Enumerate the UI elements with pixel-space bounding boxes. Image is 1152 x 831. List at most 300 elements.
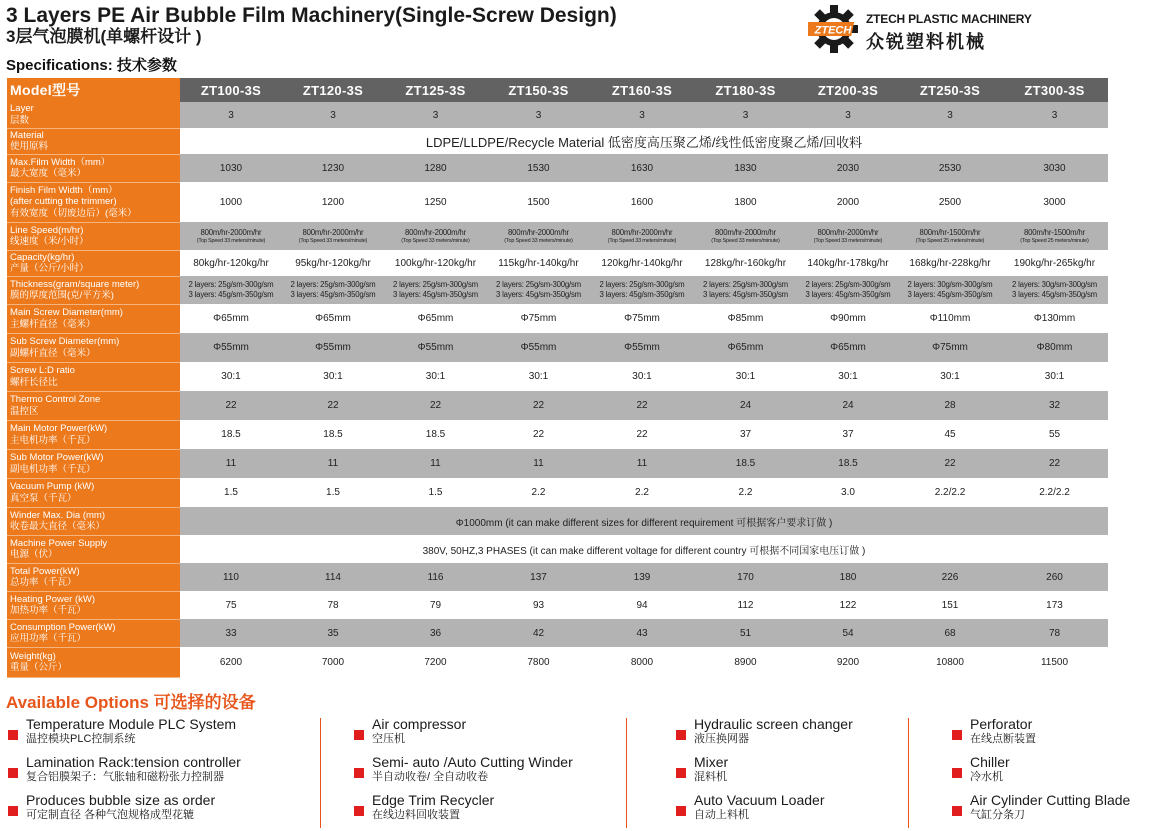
thickness-3-layers: 3 layers: 45g/sm-350g/sm bbox=[290, 290, 376, 299]
bullet-square-icon bbox=[676, 730, 686, 740]
table-cell: 22 bbox=[384, 391, 487, 420]
table-cell bbox=[180, 276, 282, 304]
option-label-en: Perforator bbox=[970, 716, 1033, 732]
table-cell: 1800 bbox=[694, 182, 797, 222]
row-label-en: Thickness(gram/square meter) bbox=[10, 278, 140, 290]
option-label-cn: 复合铝膜架子：气胀轴和磁粉张力控制器 bbox=[26, 771, 224, 783]
row-label-en: Material bbox=[10, 129, 44, 141]
table-cell: 42 bbox=[487, 619, 590, 647]
table-cell: 54 bbox=[797, 619, 899, 647]
top-speed-note: (Top Speed 33 meters/minute) bbox=[813, 237, 883, 244]
table-cell: Φ65mm bbox=[180, 304, 282, 333]
model-header-zt125-3s: ZT125-3S bbox=[384, 78, 487, 102]
options-column-4 bbox=[950, 716, 1130, 830]
table-cell: 7800 bbox=[487, 647, 590, 677]
table-cell bbox=[694, 222, 797, 250]
thickness-2-layers: 2 layers: 30g/sm-300g/sm bbox=[1012, 280, 1097, 289]
table-cell: Φ65mm bbox=[282, 304, 384, 333]
option-label-en: Edge Trim Recycler bbox=[372, 792, 495, 808]
option-label-en: Hydraulic screen changer bbox=[694, 716, 853, 732]
table-cell: Φ65mm bbox=[797, 333, 899, 362]
table-cell: 11 bbox=[384, 449, 487, 478]
table-cell: 1000 bbox=[180, 182, 282, 222]
option-label-cn: 冷水机 bbox=[970, 771, 1003, 783]
row-label bbox=[7, 420, 180, 449]
table-cell: 22 bbox=[1001, 449, 1108, 478]
option-label-en: Chiller bbox=[970, 754, 1010, 770]
table-row bbox=[7, 563, 1108, 591]
row-label-en: Sub Motor Power(kW) bbox=[10, 452, 104, 463]
row-label-cn: 膜的厚度范围(克/平方米) bbox=[10, 290, 114, 301]
table-cell: 1530 bbox=[487, 154, 590, 182]
row-label-cn: 温控区 bbox=[10, 405, 39, 417]
option-item bbox=[352, 792, 573, 830]
row-span-value: LDPE/LLDPE/Recycle Material 低密度高压聚乙烯/线性低密度聚乙烯/回收料 bbox=[180, 128, 1108, 154]
row-label bbox=[7, 449, 180, 478]
row-label bbox=[7, 276, 180, 304]
row-label bbox=[7, 535, 180, 563]
row-label-en: Machine Power Supply bbox=[10, 537, 108, 549]
table-cell: 22 bbox=[180, 391, 282, 420]
speed-range: 800m/hr-1500m/hr bbox=[919, 227, 981, 237]
table-cell: 30:1 bbox=[384, 362, 487, 391]
page-header bbox=[6, 4, 766, 54]
table-cell: 2.2/2.2 bbox=[1001, 478, 1108, 507]
row-label-cn: 使用原料 bbox=[10, 141, 49, 152]
table-cell: Φ65mm bbox=[384, 304, 487, 333]
table-cell bbox=[899, 222, 1001, 250]
row-label-cn: 主电机功率（千瓦） bbox=[10, 434, 96, 446]
table-cell: 80kg/hr-120kg/hr bbox=[180, 250, 282, 276]
table-row bbox=[7, 391, 1108, 420]
table-cell: 2.2 bbox=[487, 478, 590, 507]
table-cell: 3 bbox=[694, 102, 797, 128]
table-cell: 30:1 bbox=[694, 362, 797, 391]
table-row bbox=[7, 619, 1108, 647]
model-column-header: Model型号 bbox=[7, 78, 180, 102]
table-cell: 1600 bbox=[590, 182, 694, 222]
row-label-cn: 最大宽度（毫米） bbox=[10, 168, 87, 179]
page-subtitle: 3层气泡膜机(单螺杆设计 ) bbox=[6, 27, 202, 46]
table-cell: Φ55mm bbox=[282, 333, 384, 362]
table-cell bbox=[797, 276, 899, 304]
row-label-cn: 总功率（千瓦） bbox=[10, 577, 77, 588]
row-label-en: Consumption Power(kW) bbox=[10, 621, 116, 633]
table-cell: 11 bbox=[487, 449, 590, 478]
row-label bbox=[7, 478, 180, 507]
table-cell: 151 bbox=[899, 591, 1001, 619]
row-label-en-sub: (after cutting the trimmer) bbox=[10, 196, 117, 208]
table-cell: 170 bbox=[694, 563, 797, 591]
table-cell: 11 bbox=[590, 449, 694, 478]
bullet-square-icon bbox=[354, 730, 364, 740]
top-speed-note: (Top Speed 33 meters/minute) bbox=[711, 237, 780, 244]
row-label-cn: 有效宽度（切废边后）(毫米） bbox=[10, 207, 137, 219]
table-cell: 1250 bbox=[384, 182, 487, 222]
table-cell: 1630 bbox=[590, 154, 694, 182]
table-cell: 7200 bbox=[384, 647, 487, 677]
table-cell bbox=[487, 276, 590, 304]
table-cell: 30:1 bbox=[590, 362, 694, 391]
table-cell: 190kg/hr-265kg/hr bbox=[1001, 250, 1108, 276]
model-header-zt180-3s: ZT180-3S bbox=[694, 78, 797, 102]
thickness-3-layers: 3 layers: 45g/sm-350g/sm bbox=[188, 290, 274, 299]
table-cell: 22 bbox=[282, 391, 384, 420]
row-label-en: Heating Power (kW) bbox=[10, 593, 95, 605]
thickness-3-layers: 3 layers: 45g/sm-350g/sm bbox=[907, 290, 993, 299]
table-cell: 95kg/hr-120kg/hr bbox=[282, 250, 384, 276]
option-label-en: Mixer bbox=[694, 754, 729, 770]
table-row bbox=[7, 362, 1108, 391]
option-item bbox=[674, 792, 853, 830]
row-label-en: Line Speed(m/hr) bbox=[10, 224, 84, 236]
row-label bbox=[7, 304, 180, 333]
row-label-en: Main Screw Diameter(mm) bbox=[10, 307, 123, 318]
table-cell: 37 bbox=[797, 420, 899, 449]
table-cell: 18.5 bbox=[180, 420, 282, 449]
table-cell: 11 bbox=[282, 449, 384, 478]
row-label-cn: 副电机功率（千瓦） bbox=[10, 463, 96, 475]
bullet-square-icon bbox=[8, 806, 18, 816]
table-cell: 2530 bbox=[899, 154, 1001, 182]
options-heading: Available Options 可选择的设备 bbox=[6, 693, 256, 712]
option-label-cn: 气缸分条刀 bbox=[970, 809, 1025, 821]
row-label-cn: 主螺杆直径（毫米） bbox=[10, 318, 96, 330]
table-cell: Φ55mm bbox=[384, 333, 487, 362]
table-cell: 3 bbox=[797, 102, 899, 128]
table-cell bbox=[180, 222, 282, 250]
table-cell: 139 bbox=[590, 563, 694, 591]
row-label bbox=[7, 154, 180, 182]
table-cell: Φ130mm bbox=[1001, 304, 1108, 333]
table-cell: 10800 bbox=[899, 647, 1001, 677]
table-cell: 180 bbox=[797, 563, 899, 591]
row-label bbox=[7, 591, 180, 619]
table-cell: Φ110mm bbox=[899, 304, 1001, 333]
table-cell: 78 bbox=[282, 591, 384, 619]
table-row bbox=[7, 250, 1108, 276]
speed-range: 800m/hr-2000m/hr bbox=[715, 227, 776, 237]
row-label-cn: 加热功率（千瓦） bbox=[10, 605, 87, 616]
table-row bbox=[7, 478, 1108, 507]
row-label-en: Thermo Control Zone bbox=[10, 394, 101, 405]
table-cell: 30:1 bbox=[899, 362, 1001, 391]
option-item bbox=[6, 792, 241, 830]
table-row bbox=[7, 222, 1108, 250]
bullet-square-icon bbox=[676, 806, 686, 816]
page-title: 3 Layers PE Air Bubble Film Machinery(Single-Screw Design) bbox=[6, 4, 617, 27]
option-label-en: Air compressor bbox=[372, 716, 467, 732]
thickness-2-layers: 2 layers: 25g/sm-300g/sm bbox=[188, 280, 274, 289]
table-cell: Φ75mm bbox=[590, 304, 694, 333]
table-cell: 22 bbox=[590, 420, 694, 449]
row-label bbox=[7, 333, 180, 362]
row-label bbox=[7, 102, 180, 128]
speed-range: 800m/hr-1500m/hr bbox=[1024, 227, 1085, 237]
table-cell: 11500 bbox=[1001, 647, 1108, 677]
row-label-cn: 产量（公斤/小时） bbox=[10, 263, 89, 274]
table-cell: 24 bbox=[797, 391, 899, 420]
table-row bbox=[7, 535, 1108, 563]
table-cell: 22 bbox=[899, 449, 1001, 478]
option-item bbox=[352, 754, 573, 792]
option-item bbox=[6, 754, 241, 792]
table-cell: 3.0 bbox=[797, 478, 899, 507]
table-cell: 22 bbox=[590, 391, 694, 420]
table-cell: 110 bbox=[180, 563, 282, 591]
table-cell: 1.5 bbox=[282, 478, 384, 507]
table-cell: Φ75mm bbox=[899, 333, 1001, 362]
options-column-3 bbox=[674, 716, 853, 830]
row-span-value: Φ1000mm (it can make different sizes for different requirement 可根据客户要求订做 ) bbox=[180, 507, 1108, 535]
table-row bbox=[7, 154, 1108, 182]
top-speed-note: (Top Speed 33 meters/minute) bbox=[504, 237, 573, 244]
table-cell: 18.5 bbox=[282, 420, 384, 449]
logo-text-en: ZTECH PLASTIC MACHINERY bbox=[866, 12, 1032, 26]
table-cell: 32 bbox=[1001, 391, 1108, 420]
option-label-en: Temperature Module PLC System bbox=[26, 716, 237, 732]
table-cell: Φ80mm bbox=[1001, 333, 1108, 362]
option-label-cn: 混料机 bbox=[694, 771, 727, 783]
table-cell: 2500 bbox=[899, 182, 1001, 222]
thickness-2-layers: 2 layers: 25g/sm-300g/sm bbox=[496, 280, 581, 289]
thickness-2-layers: 2 layers: 30g/sm-300g/sm bbox=[907, 280, 993, 289]
table-cell: 78 bbox=[1001, 619, 1108, 647]
table-cell: Φ65mm bbox=[694, 333, 797, 362]
table-row bbox=[7, 647, 1108, 677]
speed-range: 800m/hr-2000m/hr bbox=[200, 227, 262, 237]
option-label-en: Produces bubble size as order bbox=[26, 792, 216, 808]
bullet-square-icon bbox=[952, 806, 962, 816]
table-cell: 3030 bbox=[1001, 154, 1108, 182]
option-label-cn: 液压换网器 bbox=[694, 733, 749, 745]
table-cell bbox=[590, 276, 694, 304]
row-label bbox=[7, 222, 180, 250]
table-cell bbox=[694, 276, 797, 304]
model-header-zt200-3s: ZT200-3S bbox=[797, 78, 899, 102]
table-cell: 79 bbox=[384, 591, 487, 619]
table-cell: 2.2/2.2 bbox=[899, 478, 1001, 507]
model-header-zt100-3s: ZT100-3S bbox=[180, 78, 282, 102]
table-cell bbox=[1001, 276, 1108, 304]
thickness-2-layers: 2 layers: 25g/sm-300g/sm bbox=[599, 280, 685, 289]
table-cell: 3 bbox=[384, 102, 487, 128]
option-label-cn: 空压机 bbox=[372, 733, 405, 745]
table-cell: 226 bbox=[899, 563, 1001, 591]
row-label-cn: 电源（伏） bbox=[10, 549, 58, 560]
option-label-cn: 可定制直径 各种气泡规格成型花辘 bbox=[26, 809, 195, 821]
specifications-table bbox=[7, 78, 1108, 678]
table-cell: 3 bbox=[590, 102, 694, 128]
table-cell bbox=[797, 222, 899, 250]
table-cell: 120kg/hr-140kg/hr bbox=[590, 250, 694, 276]
top-speed-note: (Top Speed 25 meters/minute) bbox=[1020, 237, 1089, 244]
company-logo bbox=[808, 4, 1048, 54]
thickness-2-layers: 2 layers: 25g/sm-300g/sm bbox=[805, 280, 891, 289]
option-label-en: Lamination Rack:tension controller bbox=[26, 754, 241, 770]
thickness-3-layers: 3 layers: 45g/sm-350g/sm bbox=[703, 290, 788, 299]
row-label bbox=[7, 647, 180, 677]
model-header-zt250-3s: ZT250-3S bbox=[899, 78, 1001, 102]
table-cell: 30:1 bbox=[797, 362, 899, 391]
specifications-heading: Specifications: 技术参数 bbox=[6, 57, 177, 74]
table-cell: 28 bbox=[899, 391, 1001, 420]
bullet-square-icon bbox=[952, 768, 962, 778]
speed-range: 800m/hr-2000m/hr bbox=[611, 227, 673, 237]
table-cell: 3 bbox=[180, 102, 282, 128]
model-header-zt120-3s: ZT120-3S bbox=[282, 78, 384, 102]
row-label-en: Layer bbox=[10, 103, 34, 115]
options-divider bbox=[908, 718, 909, 828]
row-label bbox=[7, 391, 180, 420]
table-cell: 1280 bbox=[384, 154, 487, 182]
option-label-cn: 在线边料回收装置 bbox=[372, 809, 460, 821]
top-speed-note: (Top Speed 33 meters/minute) bbox=[298, 237, 368, 244]
row-label-cn: 应用功率（千瓦） bbox=[10, 633, 87, 644]
options-column-2 bbox=[352, 716, 573, 830]
speed-range: 800m/hr-2000m/hr bbox=[508, 227, 569, 237]
table-cell: 1830 bbox=[694, 154, 797, 182]
row-label bbox=[7, 250, 180, 276]
options-divider bbox=[320, 718, 321, 828]
table-cell: 128kg/hr-160kg/hr bbox=[694, 250, 797, 276]
table-cell: 114 bbox=[282, 563, 384, 591]
table-cell: 9200 bbox=[797, 647, 899, 677]
thickness-2-layers: 2 layers: 25g/sm-300g/sm bbox=[290, 280, 376, 289]
row-label-en: Finish Film Width（mm） bbox=[10, 184, 118, 196]
row-label bbox=[7, 563, 180, 591]
row-label-en: Max.Film Width（mm） bbox=[10, 156, 111, 168]
option-item bbox=[950, 716, 1130, 754]
table-cell: 173 bbox=[1001, 591, 1108, 619]
table-row bbox=[7, 276, 1108, 304]
option-label-en: Air Cylinder Cutting Blade bbox=[970, 792, 1131, 808]
table-row bbox=[7, 102, 1108, 128]
table-cell: 2.2 bbox=[694, 478, 797, 507]
table-cell bbox=[899, 276, 1001, 304]
table-cell bbox=[590, 222, 694, 250]
top-speed-note: (Top Speed 33 meters/minute) bbox=[607, 237, 677, 244]
table-cell: 8000 bbox=[590, 647, 694, 677]
row-label-cn: 螺杆长径比 bbox=[10, 376, 58, 388]
table-cell: 93 bbox=[487, 591, 590, 619]
option-label-cn: 温控模块PLC控制系统 bbox=[26, 733, 136, 745]
options-divider bbox=[626, 718, 627, 828]
table-cell: Φ55mm bbox=[180, 333, 282, 362]
table-cell: 2.2 bbox=[590, 478, 694, 507]
table-cell: 68 bbox=[899, 619, 1001, 647]
table-cell: Φ90mm bbox=[797, 304, 899, 333]
option-label-en: Auto Vacuum Loader bbox=[694, 792, 825, 808]
table-row bbox=[7, 591, 1108, 619]
options-column-1 bbox=[6, 716, 241, 830]
row-label-en: Winder Max. Dia (mm) bbox=[10, 509, 106, 521]
table-row bbox=[7, 182, 1108, 222]
row-label bbox=[7, 128, 180, 154]
row-label bbox=[7, 507, 180, 535]
table-header-row bbox=[7, 78, 1108, 102]
table-cell: 18.5 bbox=[797, 449, 899, 478]
speed-range: 800m/hr-2000m/hr bbox=[817, 227, 879, 237]
row-label-cn: 收卷最大直径（毫米） bbox=[10, 521, 106, 532]
table-cell: 30:1 bbox=[487, 362, 590, 391]
logo-mark: ZTECH bbox=[814, 24, 852, 37]
row-label bbox=[7, 619, 180, 647]
table-cell: 55 bbox=[1001, 420, 1108, 449]
table-cell: 8900 bbox=[694, 647, 797, 677]
option-item bbox=[950, 754, 1130, 792]
option-item bbox=[352, 716, 573, 754]
table-cell: 1500 bbox=[487, 182, 590, 222]
table-row bbox=[7, 304, 1108, 333]
table-cell: 30:1 bbox=[282, 362, 384, 391]
model-header-zt300-3s: ZT300-3S bbox=[1001, 78, 1108, 102]
table-cell: 137 bbox=[487, 563, 590, 591]
table-cell bbox=[384, 222, 487, 250]
row-span-value: 380V, 50HZ,3 PHASES (it can make different voltage for different country 可根据不同国家电压订做 ) bbox=[180, 535, 1108, 563]
bullet-square-icon bbox=[8, 768, 18, 778]
table-cell: 2000 bbox=[797, 182, 899, 222]
thickness-3-layers: 3 layers: 45g/sm-350g/sm bbox=[393, 290, 478, 299]
table-cell: Φ55mm bbox=[487, 333, 590, 362]
table-cell: 22 bbox=[487, 391, 590, 420]
table-cell: 260 bbox=[1001, 563, 1108, 591]
table-cell: 37 bbox=[694, 420, 797, 449]
table-cell: 33 bbox=[180, 619, 282, 647]
table-cell: 43 bbox=[590, 619, 694, 647]
row-label-cn: 副螺杆直径（毫米） bbox=[10, 347, 96, 359]
option-item bbox=[950, 792, 1130, 830]
bullet-square-icon bbox=[8, 730, 18, 740]
row-label-cn: 层数 bbox=[10, 114, 30, 126]
table-cell: 1.5 bbox=[180, 478, 282, 507]
top-speed-note: (Top Speed 33 meters/minute) bbox=[401, 237, 470, 244]
table-cell: 3 bbox=[899, 102, 1001, 128]
thickness-3-layers: 3 layers: 45g/sm-350g/sm bbox=[496, 290, 581, 299]
row-label-en: Capacity(kg/hr) bbox=[10, 251, 75, 263]
table-cell: 94 bbox=[590, 591, 694, 619]
table-cell: 1.5 bbox=[384, 478, 487, 507]
bullet-square-icon bbox=[354, 768, 364, 778]
table-cell: 11 bbox=[180, 449, 282, 478]
table-cell: 3 bbox=[282, 102, 384, 128]
table-row bbox=[7, 507, 1108, 535]
table-cell: 2030 bbox=[797, 154, 899, 182]
table-row bbox=[7, 420, 1108, 449]
table-cell: 18.5 bbox=[384, 420, 487, 449]
table-cell: 3 bbox=[487, 102, 590, 128]
table-cell: 35 bbox=[282, 619, 384, 647]
option-item bbox=[6, 716, 241, 754]
table-cell bbox=[487, 222, 590, 250]
table-cell bbox=[282, 222, 384, 250]
model-header-zt150-3s: ZT150-3S bbox=[487, 78, 590, 102]
table-cell: Φ75mm bbox=[487, 304, 590, 333]
thickness-3-layers: 3 layers: 45g/sm-350g/sm bbox=[599, 290, 685, 299]
table-cell: 1200 bbox=[282, 182, 384, 222]
table-cell: 22 bbox=[487, 420, 590, 449]
top-speed-note: (Top Speed 33 meters/minute) bbox=[196, 237, 266, 244]
thickness-3-layers: 3 layers: 45g/sm-350g/sm bbox=[805, 290, 891, 299]
table-cell: Φ55mm bbox=[590, 333, 694, 362]
speed-range: 800m/hr-2000m/hr bbox=[302, 227, 364, 237]
top-speed-note: (Top Speed 25 meters/minute) bbox=[915, 237, 985, 244]
table-cell: 75 bbox=[180, 591, 282, 619]
table-cell: 112 bbox=[694, 591, 797, 619]
table-cell: 100kg/hr-120kg/hr bbox=[384, 250, 487, 276]
thickness-2-layers: 2 layers: 25g/sm-300g/sm bbox=[393, 280, 478, 289]
row-label-en: Vacuum Pump (kW) bbox=[10, 481, 95, 492]
